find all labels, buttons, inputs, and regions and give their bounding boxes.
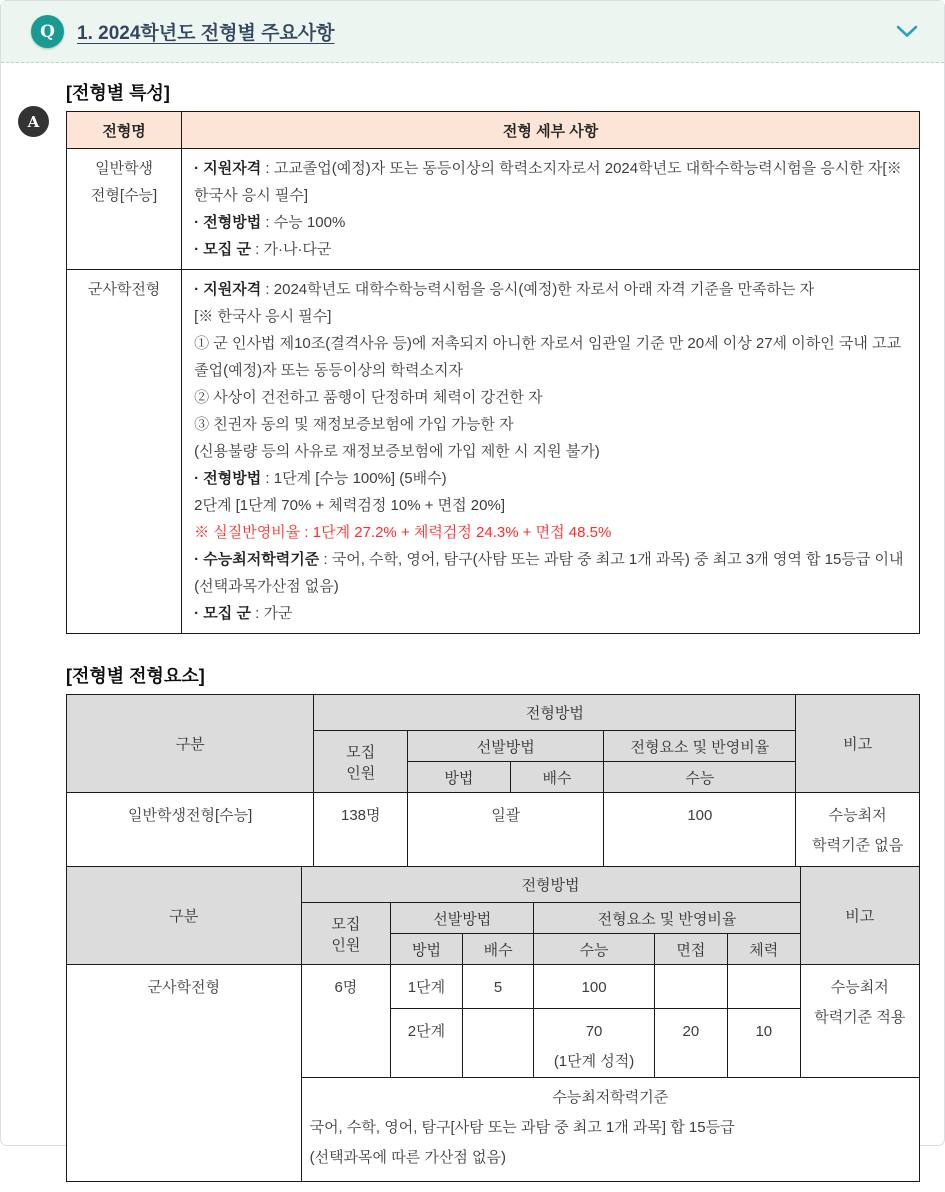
header-method: 전형방법 bbox=[314, 695, 796, 731]
cell-suneung: 70 (1단계 성적) bbox=[534, 1009, 654, 1078]
cell-note: 수능최저 학력기준 없음 bbox=[796, 793, 920, 867]
detail-line: · 모집 군 : 가군 bbox=[194, 605, 293, 622]
admission-detail-general bbox=[182, 149, 920, 270]
header-multiple: 배수 bbox=[510, 762, 604, 793]
header-gubun: 구분 bbox=[67, 867, 302, 965]
cell-admission-name: 군사학전형 bbox=[67, 965, 302, 1182]
cell-multiple: 5 bbox=[462, 965, 534, 1009]
cell-multiple bbox=[462, 1009, 534, 1078]
detail-line: · 수능최저학력기준 : 국어, 수학, 영어, 탐구(사탐 또는 과탐 중 최고 1개 과목) 중 최고 3개 영역 합 15등급 이내(선택과목가산점 없음) bbox=[194, 551, 904, 595]
header-selection: 선발방법 bbox=[408, 731, 604, 762]
cell-way: 2단계 bbox=[391, 1009, 463, 1078]
table-header-row bbox=[67, 112, 920, 149]
accordion-title[interactable]: 1. 2024학년도 전형별 주요사항 bbox=[77, 23, 335, 44]
cell-note: 수능최저 학력기준 적용 bbox=[800, 965, 919, 1078]
cell-interview bbox=[654, 965, 727, 1009]
answer-section bbox=[1, 63, 944, 1192]
cell-suneung: 100 bbox=[534, 965, 654, 1009]
header-selection: 선발방법 bbox=[391, 903, 534, 934]
header-gubun: 구분 bbox=[67, 695, 314, 793]
detail-line: ① 군 인사법 제10조(결격사유 등)에 저촉되지 아니한 자로서 임관일 기준 만 20세 이상 27세 이하인 국내 고교졸업(예정)자 또는 동등이상의 학력소지자 bbox=[194, 335, 901, 379]
cell-quota: 138명 bbox=[314, 793, 408, 867]
header-row bbox=[67, 695, 920, 731]
table-row-general bbox=[67, 149, 920, 270]
detail-line: 2단계 [1단계 70% + 체력검정 10% + 면접 20%] bbox=[194, 497, 505, 514]
cell-physical bbox=[728, 965, 801, 1009]
header-admission-name: 전형명 bbox=[67, 112, 182, 149]
header-admission-detail: 전형 세부 사항 bbox=[182, 112, 920, 149]
detail-line: ② 사상이 건전하고 품행이 단정하며 체력이 강건한 자 bbox=[194, 389, 543, 406]
detail-line: · 전형방법 : 1단계 [수능 100%] (5배수) bbox=[194, 470, 447, 487]
section-heading-elements: [전형별 전형요소] bbox=[66, 666, 205, 686]
cell-interview: 20 bbox=[654, 1009, 727, 1078]
detail-line: · 지원자격 : 고교졸업(예정)자 또는 동등이상의 학력소지자로서 2024학년도 대학수학능력시험을 응시한 자[※ 한국사 응시 필수] bbox=[194, 160, 902, 204]
cell-minimum-standard: 수능최저학력기준 국어, 수학, 영어, 탐구[사탐 또는 과탐 중 최고 1개 과목] 합 15등급 (선택과목에 따른 가산점 없음) bbox=[301, 1078, 919, 1182]
header-bigo: 비고 bbox=[796, 695, 920, 793]
header-interview: 면접 bbox=[654, 934, 727, 965]
header-multiple: 배수 bbox=[462, 934, 534, 965]
chevron-down-icon[interactable] bbox=[896, 25, 918, 38]
header-elements-ratio: 전형요소 및 반영비율 bbox=[604, 731, 796, 762]
detail-line: · 지원자격 : 2024학년도 대학수학능력시험을 응시(예정)한 자로서 아래 자격 기준을 만족하는 자 bbox=[194, 281, 815, 298]
detail-line: · 전형방법 : 수능 100% bbox=[194, 214, 346, 231]
detail-line: · 모집 군 : 가·나·다군 bbox=[194, 241, 332, 258]
header-physical: 체력 bbox=[728, 934, 801, 965]
header-method: 전형방법 bbox=[301, 867, 800, 903]
detail-line-actual-ratio: ※ 실질반영비율 : 1단계 27.2% + 체력검정 24.3% + 면접 48.5% bbox=[194, 524, 612, 541]
header-way: 방법 bbox=[391, 934, 463, 965]
characteristics-table bbox=[66, 111, 920, 634]
header-bigo: 비고 bbox=[800, 867, 919, 965]
cell-way: 일괄 bbox=[408, 793, 604, 867]
admission-detail-military bbox=[182, 270, 920, 634]
detail-line: [※ 한국사 응시 필수] bbox=[194, 308, 332, 325]
cell-quota: 6명 bbox=[301, 965, 391, 1078]
data-row-general bbox=[67, 793, 920, 867]
section-heading-characteristics: [전형별 특성] bbox=[66, 83, 170, 103]
header-quota: 모집 인원 bbox=[314, 731, 408, 793]
question-badge-icon: Q bbox=[31, 15, 64, 48]
cell-suneung: 100 bbox=[604, 793, 796, 867]
cell-physical: 10 bbox=[728, 1009, 801, 1078]
admission-name-general: 일반학생 전형[수능] bbox=[67, 149, 182, 270]
header-quota: 모집 인원 bbox=[301, 903, 391, 965]
header-way: 방법 bbox=[408, 762, 510, 793]
data-row-stage1 bbox=[67, 965, 920, 1009]
header-row bbox=[67, 867, 920, 903]
elements-table-general bbox=[66, 694, 920, 867]
header-elements-ratio: 전형요소 및 반영비율 bbox=[534, 903, 800, 934]
admission-name-military: 군사학전형 bbox=[67, 270, 182, 634]
elements-table-military bbox=[66, 866, 920, 1182]
header-suneung: 수능 bbox=[534, 934, 654, 965]
answer-badge-icon: A bbox=[18, 106, 49, 137]
cell-admission-name: 일반학생전형[수능] bbox=[67, 793, 314, 867]
detail-line: (신용불량 등의 사유로 재정보증보험에 가입 제한 시 지원 불가) bbox=[194, 443, 600, 460]
header-suneung: 수능 bbox=[604, 762, 796, 793]
accordion-header[interactable] bbox=[1, 1, 944, 63]
detail-line: ③ 친권자 동의 및 재정보증보험에 가입 가능한 자 bbox=[194, 416, 514, 433]
table-row-military bbox=[67, 270, 920, 634]
cell-way: 1단계 bbox=[391, 965, 463, 1009]
